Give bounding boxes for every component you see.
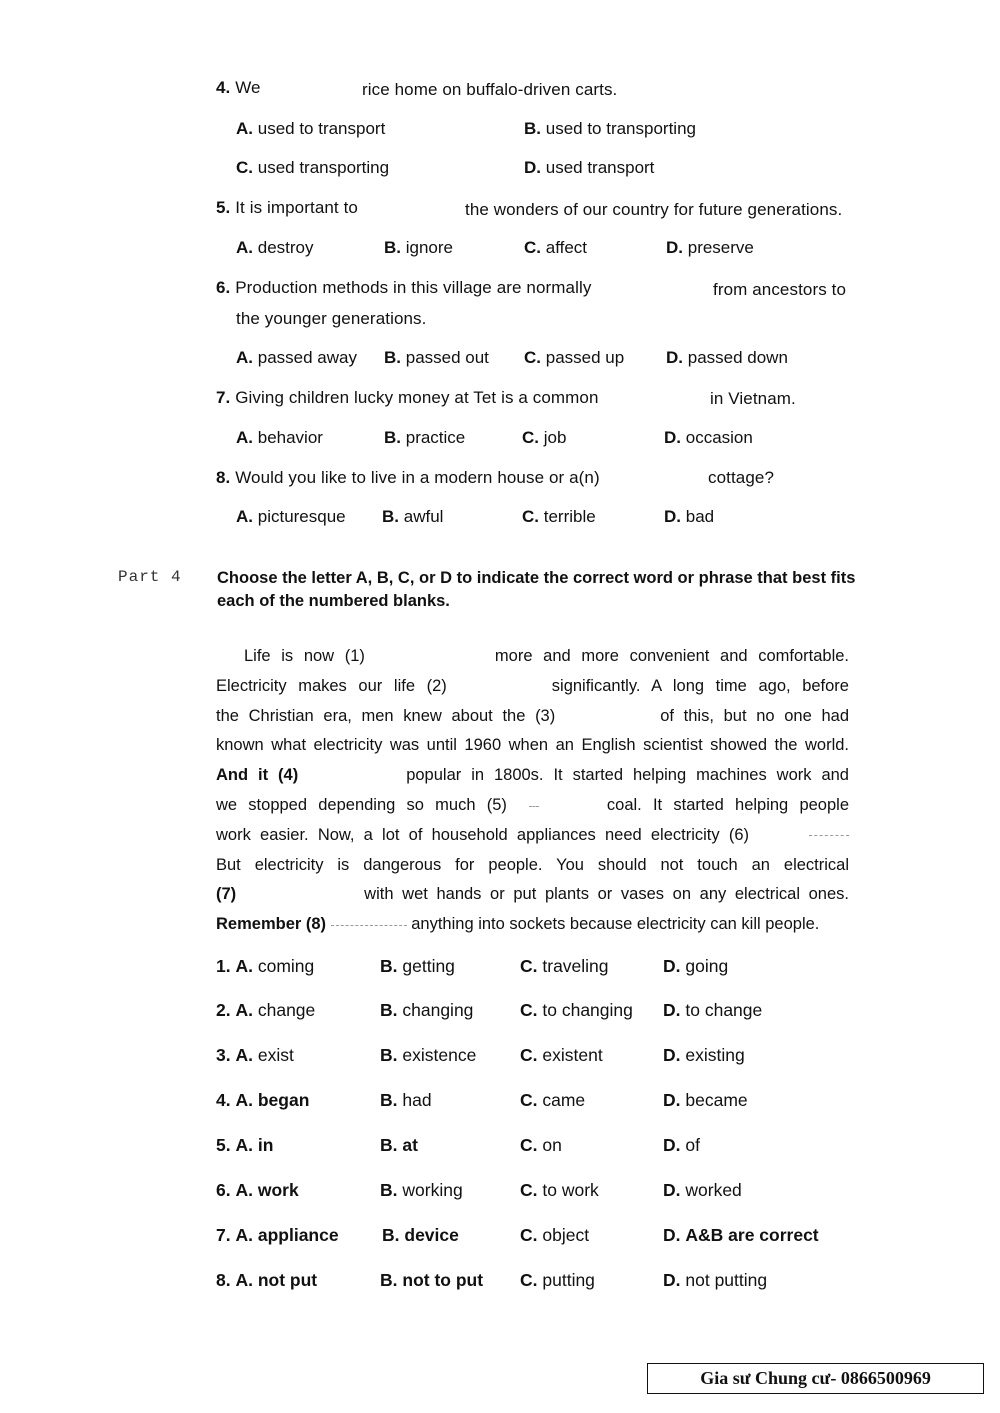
passage-line: (7) with wet hands or put plants or vases on any electrical ones. (216, 885, 849, 904)
answer-option-a: 8. A. not put (216, 1270, 318, 1290)
option-c: C. affect (524, 238, 588, 257)
question-6-stem-end: from ancestors to (713, 280, 847, 299)
answer-option-c: C. on (520, 1135, 562, 1155)
answer-option-a: 7. A. appliance (216, 1225, 339, 1245)
question-4-stem-end: rice home on buffalo-driven carts. (362, 80, 618, 99)
option-b: B. awful (382, 507, 444, 526)
answer-option-d: D. to change (663, 1000, 763, 1020)
option-a: A. passed away (236, 348, 357, 367)
answer-option-c: C. existent (520, 1045, 603, 1065)
option-a: A. picturesque (236, 507, 346, 526)
reading-passage (216, 642, 849, 940)
answer-option-a: 1. A. coming (216, 956, 315, 976)
answer-option-d: D. became (663, 1090, 748, 1110)
question-7-stem-start: 7. Giving children lucky money at Tet is a common (216, 388, 599, 407)
option-d: D. bad (664, 507, 715, 526)
option-b: B. passed out (384, 348, 489, 367)
question-4-stem-start (216, 78, 261, 98)
answer-option-b: B. working (380, 1180, 463, 1200)
answer-option-b: B. existence (380, 1045, 477, 1065)
option-c: C. terrible (522, 507, 596, 526)
answer-option-a: 6. A. work (216, 1180, 299, 1200)
option-a: A. behavior (236, 428, 323, 447)
answer-option-b: B. not to put (380, 1270, 484, 1290)
answer-option-c: C. to work (520, 1180, 599, 1200)
option-b: B. used to transporting (524, 119, 696, 138)
answer-option-b: B. device (382, 1225, 459, 1245)
option-b: B. ignore (384, 238, 453, 257)
passage-line: Life is now (1) more and more convenient and comfortable. (244, 647, 849, 665)
passage-line: And it (4) popular in 1800s. It started helping machines work and (216, 766, 849, 785)
answer-option-d: D. existing (663, 1045, 745, 1065)
answer-option-d: D. A&B are correct (663, 1225, 819, 1245)
answer-option-b: B. at (380, 1135, 418, 1155)
question-6-stem-start: 6. Production methods in this village are normally (216, 278, 592, 297)
answer-option-c: C. to changing (520, 1000, 633, 1020)
answer-option-b: B. getting (380, 956, 455, 976)
answer-option-d: D. going (663, 956, 729, 976)
answer-option-a: 3. A. exist (216, 1045, 294, 1065)
passage-line: Electricity makes our life (2) significantly. A long time ago, before (216, 676, 849, 695)
option-d: D. preserve (666, 238, 754, 257)
question-5-stem-start: 5. It is important to (216, 198, 358, 217)
option-a: A. destroy (236, 238, 314, 257)
passage-line: the Christian era, men knew about the (3) of this, but no one had (216, 706, 849, 725)
option-a: A. used to transport (236, 119, 386, 138)
part-instruction: Choose the letter A, B, C, or D to indicate the correct word or phrase that best fits each of the numbered blanks. (217, 569, 856, 610)
question-6-stem-line2: the younger generations. (236, 309, 427, 328)
answer-option-c: C. traveling (520, 956, 609, 976)
question-5-stem-end: the wonders of our country for future generations. (465, 200, 843, 219)
passage-line: But electricity is dangerous for people. You should not touch an electrical (216, 855, 849, 874)
option-d: D. passed down (666, 348, 788, 367)
passage-line: work easier. Now, a lot of household appliances need electricity (6) (216, 821, 849, 851)
footer-contact-box: Gia sư Chung cư- 0866500969 (647, 1363, 984, 1394)
answer-option-d: D. worked (663, 1180, 742, 1200)
option-d: D. occasion (664, 428, 753, 447)
part-label: Part 4 (118, 568, 182, 586)
passage-line: Remember (8) anything into sockets because electricity can kill people. (216, 915, 820, 934)
answer-option-b: B. had (380, 1090, 432, 1110)
answer-option-c: C. came (520, 1090, 586, 1110)
answer-option-c: C. putting (520, 1270, 595, 1290)
question-8-stem-start: 8. Would you like to live in a modern house or a(n) (216, 468, 600, 487)
passage-line: we stopped depending so much (5) coal. It started helping people (216, 795, 849, 814)
question-text: We (235, 78, 261, 97)
question-7-stem-end: in Vietnam. (710, 389, 796, 408)
answer-option-d: D. not putting (663, 1270, 768, 1290)
option-c: C. used transporting (236, 158, 390, 177)
option-c: C. passed up (524, 348, 625, 367)
passage-line: known what electricity was until 1960 when an English scientist showed the world. (216, 736, 849, 755)
question-8-stem-end: cottage? (708, 468, 775, 487)
question-number: 4. (216, 78, 231, 97)
answer-option-b: B. changing (380, 1000, 474, 1020)
answer-option-a: 5. A. in (216, 1135, 274, 1155)
answer-option-a: 2. A. change (216, 1000, 316, 1020)
answer-option-c: C. object (520, 1225, 590, 1245)
option-c: C. job (522, 428, 567, 447)
option-d: D. used transport (524, 158, 655, 177)
answer-option-d: D. of (663, 1135, 700, 1155)
option-b: B. practice (384, 428, 466, 447)
answer-option-a: 4. A. began (216, 1090, 310, 1110)
